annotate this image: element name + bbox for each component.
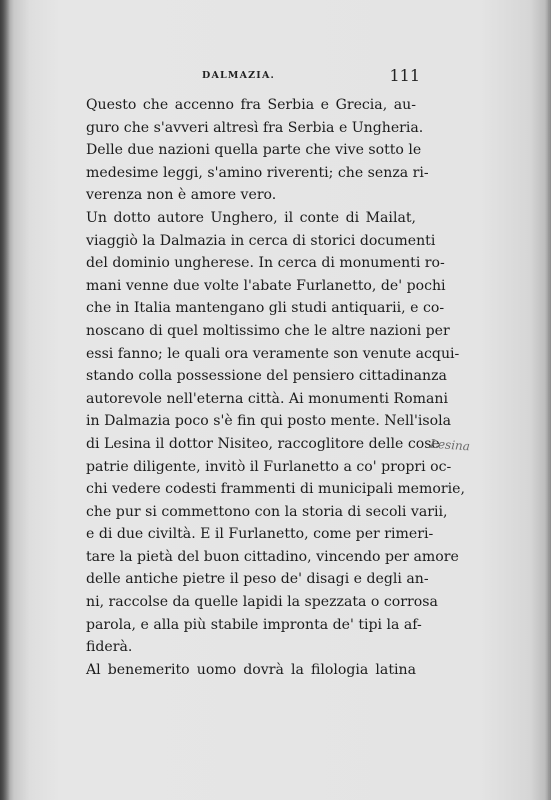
text-line: verenza non è amore vero. bbox=[86, 187, 277, 204]
text-line: guro che s'avveri altresì fra Serbia e Ungheria. bbox=[86, 119, 424, 136]
page-number: 111 bbox=[389, 66, 420, 85]
handwritten-margin-note: Lesina bbox=[429, 436, 471, 454]
running-head: DALMAZIA. bbox=[202, 70, 276, 81]
text-line: Delle due nazioni quella parte che vive sotto le bbox=[86, 142, 422, 159]
text-line: Un dotto autore Unghero, il conte di Mailat, bbox=[86, 209, 416, 226]
text-line: del dominio ungherese. In cerca di monumenti ro- bbox=[86, 255, 445, 272]
body-text bbox=[86, 94, 465, 681]
text-line: ni, raccolse da quelle lapidi la spezzata o corrosa bbox=[86, 594, 438, 611]
page-header bbox=[86, 66, 420, 90]
text-line: viaggiò la Dalmazia in cerca di storici documenti bbox=[86, 232, 436, 249]
text-line: e di due civiltà. E il Furlanetto, come per rimeri- bbox=[86, 526, 434, 543]
text-line: essi fanno; le quali ora veramente son venute acqui- bbox=[86, 345, 460, 362]
page-edge bbox=[548, 0, 549, 800]
gutter-shadow bbox=[0, 0, 10, 800]
text-line: che in Italia mantengano gli studi antiquarii, e co- bbox=[86, 300, 445, 317]
text-line: che pur si commettono con la storia di secoli varii, bbox=[86, 503, 448, 520]
text-line: mani venne due volte l'abate Furlanetto, de' pochi bbox=[86, 277, 446, 294]
text-line: in Dalmazia poco s'è fin qui posto mente. Nell'isola bbox=[86, 413, 452, 430]
text-line: autorevole nell'eterna città. Ai monumenti Romani bbox=[86, 390, 448, 407]
text-line: medesime leggi, s'amino riverenti; che senza ri- bbox=[86, 164, 429, 181]
text-line: Al benemerito uomo dovrà la filologia latina bbox=[86, 661, 416, 678]
text-line: chi vedere codesti frammenti di municipali memorie, bbox=[86, 481, 465, 498]
text-line: stando colla possessione del pensiero cittadinanza bbox=[86, 368, 447, 385]
text-line: parola, e alla più stabile impronta de' tipi la af- bbox=[86, 616, 422, 633]
text-line: patrie diligente, invitò il Furlanetto a co' propri oc- bbox=[86, 458, 452, 475]
text-line: noscano di quel moltissimo che le altre nazioni per bbox=[86, 322, 450, 339]
text-line: Questo che accenno fra Serbia e Grecia, au- bbox=[86, 97, 416, 113]
text-line: di Lesina il dottor Nisiteo, raccoglitore delle cose bbox=[86, 435, 440, 452]
text-line: tare la pietà del buon cittadino, vincendo per amore bbox=[86, 548, 459, 565]
text-line: delle antiche pietre il peso de' disagi e degli an- bbox=[86, 571, 429, 588]
text-line: fiderà. bbox=[86, 639, 133, 656]
